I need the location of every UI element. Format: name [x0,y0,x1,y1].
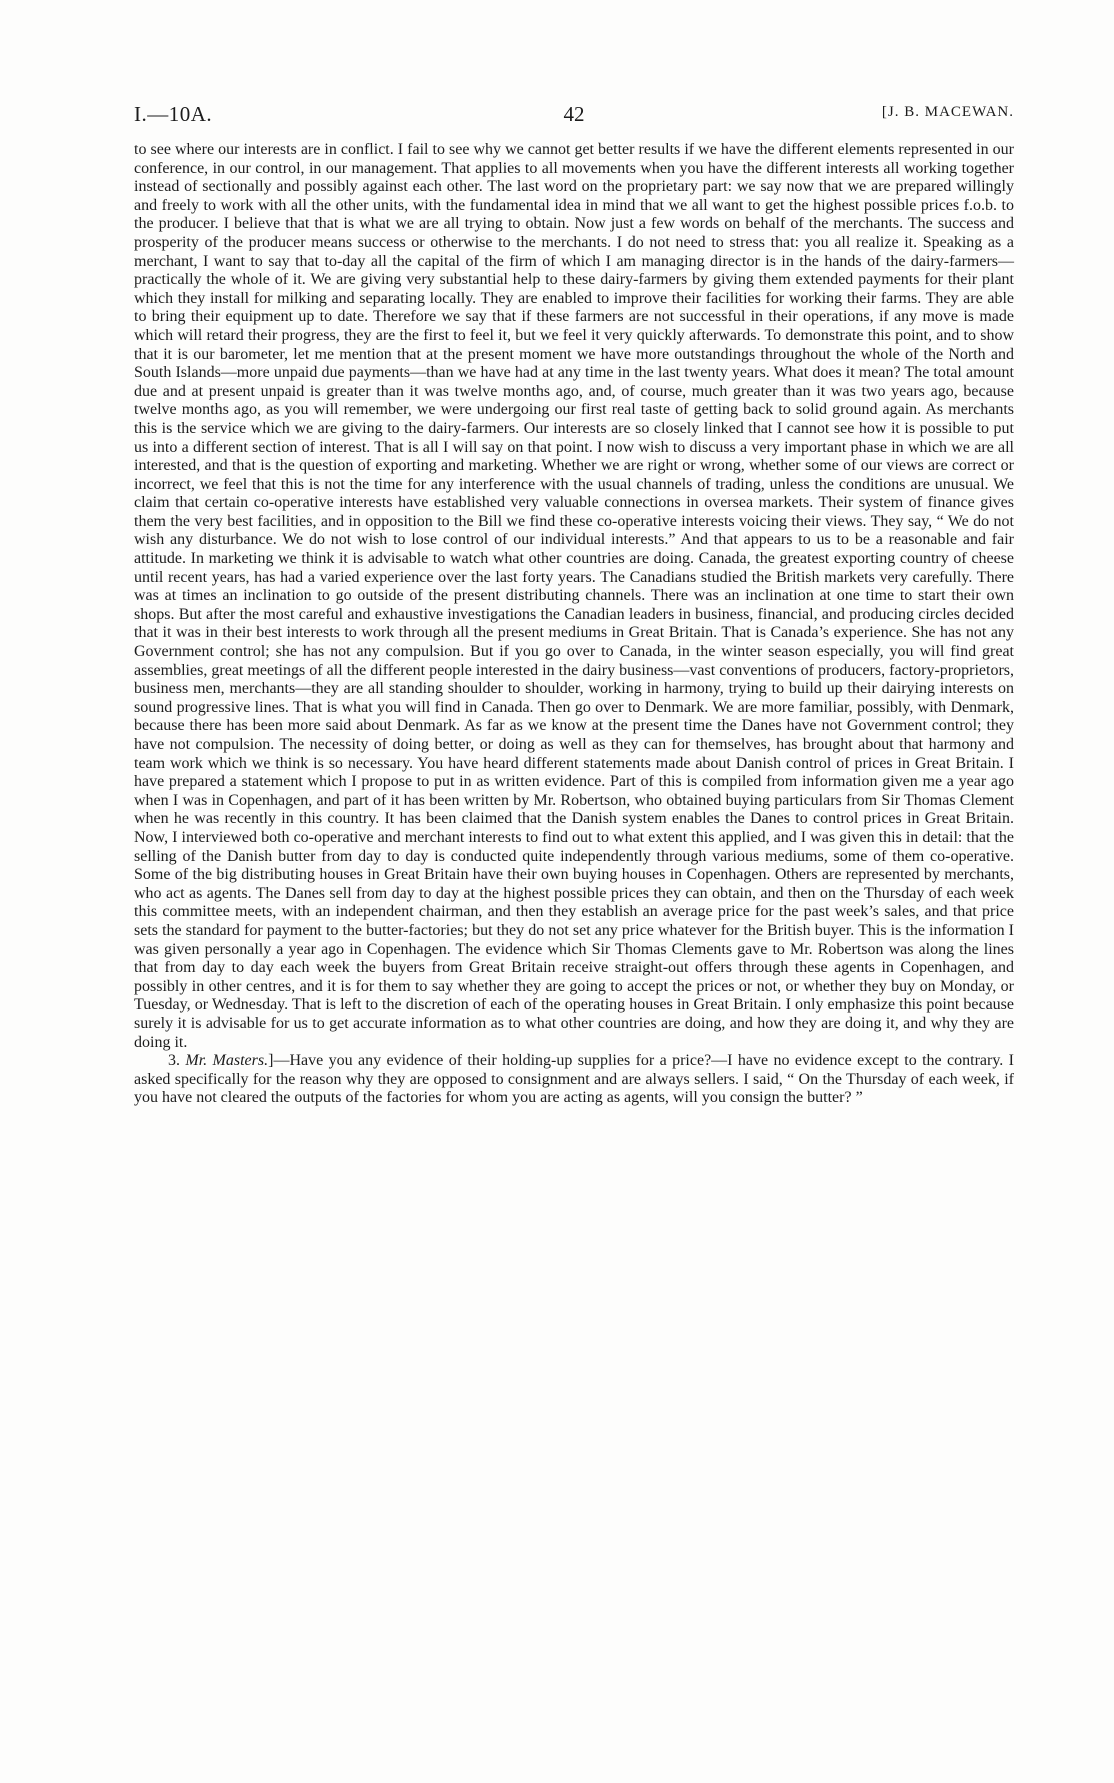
body-text [134,141,1014,1108]
question-text: ]—Have you any evidence of their holding-up supplies for a price?—I have no evidence except to the contrary. I asked specifically for the reason why they are opposed to consignment and are always sellers. I said, “ On the Thursday of each week, if you have not cleared the outputs of the factories for whom you are acting as agents, will you consign the butter? ” [134,1052,1015,1107]
question-number: 3. [168,1052,180,1070]
page-number: 42 [563,102,585,126]
questioner-name: Mr. Masters. [185,1052,269,1070]
page-header [134,102,1014,132]
witness-name: [J. B. MACEWAN. [881,104,1014,120]
body-paragraph: to see where our interests are in conflict. I fail to see why we cannot get better results if we have the different elements represented in our conference, in our control, in our management. That applies to all movements when you have the different interests all working together instead of sectionally and possibly against each other. The last word on the proprietary part: we say now that we are prepared willingly and freely to work with all the other units, with the fundamental idea in mind that we all want to get the highest possible prices f.o.b. to the producer. I believe that that is what we are all trying to obtain. Now just a few words on behalf of the merchants. The success and prosperity of the producer means success or otherwise to the merchants. I do not need to stress that: you all realize it. Speaking as a merchant, I want to say that to-day all the capital of the firm of which I am managing director is in the hands of the dairy-farmers—practically the whole of it. We are giving very substantial help to these dairy-farmers by giving them extended payments for their plant which they install for milking and separating locally. They are enabled to improve their facilities for working their farms. They are able to bring their equipment up to date. Therefore we say that if these farmers are not successful in their operations, if any move is made which will retard their progress, they are the first to feel it, but we feel it very quickly afterwards. To demonstrate this point, and to show that it is our barometer, let me mention that at the present moment we have more outstandings throughout the whole of the North and South Islands—more unpaid due payments—than we have had at any time in the last twenty years. What does it mean? The total amount due and at present unpaid is greater than it was twelve months ago, and, of course, much greater than it was two years ago, because twelve months ago, as you will remember, we were undergoing our first real taste of getting back to solid ground again. As merchants this is the service which we are giving to the dairy-farmers. Our interests are so closely linked that I cannot see how it is possible to put us into a different section of interest. That is all I will say on that point. I now wish to discuss a very important phase in which we are all interested, and that is the question of exporting and marketing. Whether we are right or wrong, whether some of our views are correct or incorrect, we feel that this is not the time for any interference with the usual channels of trading, unless the conditions are unusual. We claim that certain co-operative interests have established very valuable connections in oversea markets. Their system of finance gives them the very best facilities, and in opposition to the Bill we find these co-operative interests voicing their views. They say, “ We do not wish any disturbance. We do not wish to lose control of our individual interests.” And that appears to us to be a reasonable and fair attitude. In marketing we think it is advisable to watch what other countries are doing. Canada, the greatest exporting country of cheese until recent years, has had a varied experience over the last forty years. The Canadians studied the British markets very carefully. There was at times an inclination to go outside of the present distributing channels. There was an inclination at one time to start their own shops. But after the most careful and exhaustive investigations the Canadian leaders in business, financial, and producing circles decided that it was in their best interests to work through all the present mediums in Great Britain. That is Canada’s experience. She has not any Government control; she has not any compulsion. But if you go over to Canada, in the winter season especially, you will find great assemblies, great meetings of all the different people interested in the dairy business—vast conventions of producers, factory-proprietors, business men, merchants—they are all standing shoulder to shoulder, working in harmony, trying to build up their dairying interests on sound progressive lines. That is what you will find in Canada. Then go over to Denmark. We are more familiar, possibly, with Denmark, because there has been more said about Denmark. As far as we know at the present time the Danes have not Government control; they have not compulsion. The necessity of doing better, or doing as well as they can for themselves, has brought about that harmony and team work which we think is so necessary. You have heard different statements made about Danish control of prices in Great Britain. I have prepared a statement which I propose to put in as written evidence. Part of this is compiled from information given me a year ago when I was in Copenhagen, and part of it has been written by Mr. Robertson, who obtained buying particulars from Sir Thomas Clement when he was recently in this country. It has been claimed that the Danish system enables the Danes to control prices in Great Britain. Now, I interviewed both co-operative and merchant interests to find out to what extent this applied, and I was given this in detail: that the selling of the Danish butter from day to day is conducted quite independently through various mediums, some of them co-operative. Some of the big distributing houses in Great Britain have their own buying houses in Copenhagen. Others are represented by merchants, who act as agents. The Danes sell from day to day at the highest possible prices they can obtain, and then on the Thursday of each week this committee meets, with an independent chairman, and then they establish an average price for the past week’s sales, and that price sets the standard for payment to the butter-factories; but they do not set any price whatever for the British buyer. This is the information I was given personally a year ago in Copenhagen. The evidence which Sir Thomas Clements gave to Mr. Robertson was along the lines that from day to day each week the buyers from Great Britain receive straight-out offers through these agents in Copenhagen, and possibly in other centres, and it is for them to say whether they are going to accept the prices or not, or whether they buy on Monday, or Tuesday, or Wednesday. That is left to the discretion of each of the operating houses in Great Britain. I only emphasize this point because surely it is advisable for us to get accurate information as to what other countries are doing, and how they are doing it, and why they are doing it. [134,141,1014,1051]
paper-reference: I.—10A. [134,102,213,126]
question-paragraph [134,1052,1014,1108]
